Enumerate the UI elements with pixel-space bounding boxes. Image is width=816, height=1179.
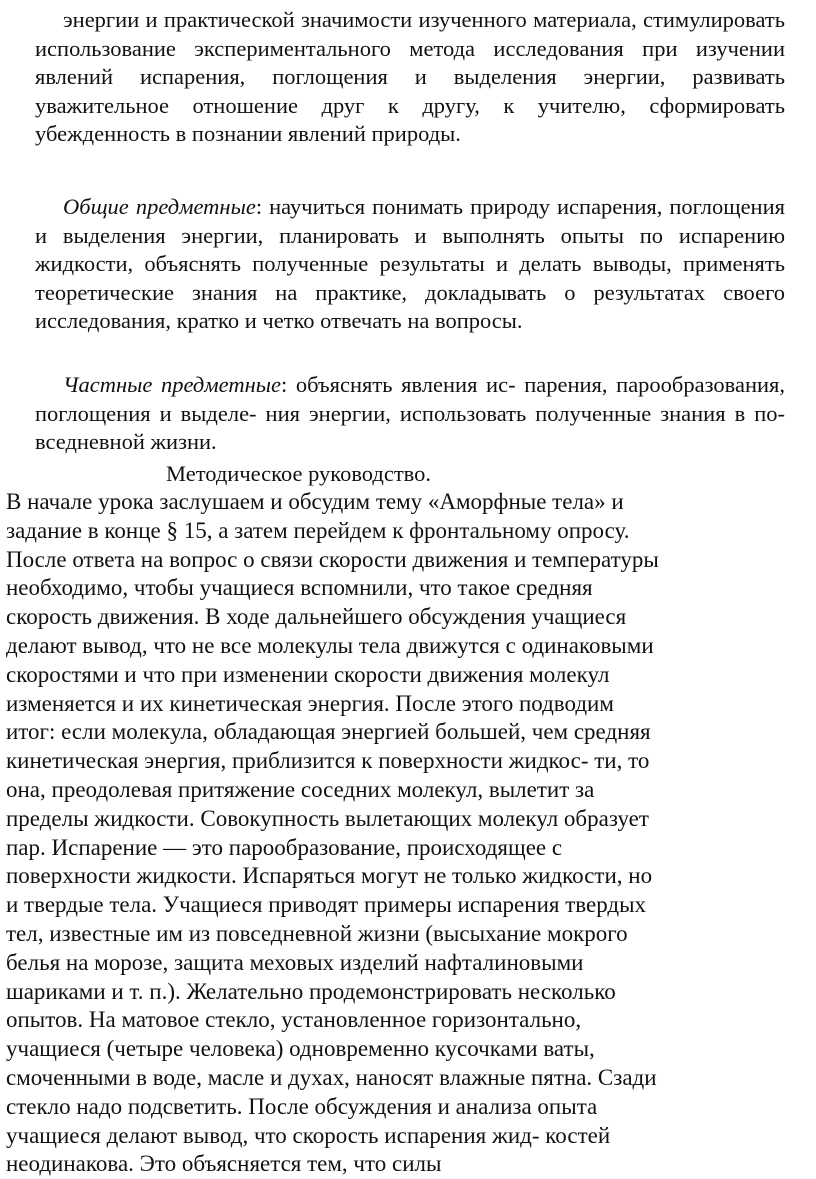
body-line: неодинакова. Это объясняется тем, что силы bbox=[6, 1151, 442, 1177]
body-line: шариками и т. п.). Желательно продемонстрировать несколько bbox=[6, 978, 616, 1004]
body-line: После ответа на вопрос о связи скорости движения и температуры bbox=[6, 546, 659, 572]
body-line: задание в конце § 15, а затем перейдем к фронтальному опросу. bbox=[6, 517, 630, 543]
body-line: тел, известные им из повседневной жизни (высыхание мокрого bbox=[6, 920, 628, 946]
body-line: кинетическая энергия, приблизится к поверхности жидкос- ти, то bbox=[6, 748, 650, 774]
body-line: белья на морозе, защита меховых изделий нафталиновыми bbox=[6, 949, 584, 975]
goals-paragraph: энергии и практической значимости изученного материала, стимулировать использование экспериментального метода исследования при изучении явлений испарения, поглощения и выделения энергии, развивать уважительное отношение друг к другу, к учителю, сформировать убежденность в познании явлений природы. bbox=[35, 7, 785, 147]
body-line: необходимо, чтобы учащиеся вспомнили, что такое средняя bbox=[6, 575, 593, 601]
body-line: В начале урока заслушаем и обсудим тему «Аморфные тела» и bbox=[6, 489, 624, 514]
general-subject-paragraph bbox=[35, 193, 785, 336]
body-line: учащиеся (четыре человека) одновременно кусочками ваты, bbox=[6, 1036, 595, 1062]
body-line: поверхности жидкости. Испаряться могут не только жидкости, но bbox=[6, 863, 653, 889]
specific-subject-paragraph bbox=[35, 371, 785, 457]
body-line: учащиеся делают вывод, что скорость испарения жид- костей bbox=[6, 1122, 611, 1148]
body-line: скоростями и что при изменении скорости движения молекул bbox=[6, 661, 610, 687]
body-line: итог: если молекула, обладающая энергией большей, чем средняя bbox=[6, 719, 651, 745]
body-line: пределы жидкости. Совокупность вылетающих молекул образует bbox=[6, 805, 649, 831]
specific-subject-label: Частные предметные bbox=[63, 372, 281, 397]
body-line: изменяется и их кинетическая энергия. После этого подводим bbox=[6, 690, 614, 716]
methodology-body bbox=[6, 488, 798, 1179]
general-subject-text: : научиться понимать природу испарения, поглощения и выделения энергии, планировать и выполнять опыты по испарению жидкости, объяснять полученные результаты и делать выводы, применять теоретические знания на практике, докладывать о результатах своего исследования, кратко и четко отвечать на вопросы. bbox=[35, 194, 785, 334]
body-line: смоченными в воде, масле и духах, наносят влажные пятна. Сзади bbox=[6, 1064, 657, 1090]
body-line: пар. Испарение — это парообразование, происходящее с bbox=[6, 834, 563, 860]
body-line: скорость движения. В ходе дальнейшего обсуждения учащиеся bbox=[6, 604, 627, 630]
body-line: делают вывод, что не все молекулы тела движутся с одинаковыми bbox=[6, 632, 654, 658]
specific-subject-text: : объяснять явления ис- парения, парообразования, поглощения и выделе- ния энергии, использовать полученные знания в по- вседневной жизни. bbox=[35, 372, 785, 455]
general-subject-label: Общие предметные bbox=[63, 194, 256, 219]
body-line: она, преодолевая притяжение соседних молекул, вылетит за bbox=[6, 776, 595, 802]
body-line: и твердые тела. Учащиеся приводят примеры испарения твердых bbox=[6, 892, 647, 918]
body-line: стекло надо подсветить. После обсуждения и анализа опыта bbox=[6, 1093, 598, 1119]
section-heading: Методическое руководство. bbox=[166, 461, 432, 486]
body-line: опытов. На матовое стекло, установленное горизонтально, bbox=[6, 1007, 582, 1033]
